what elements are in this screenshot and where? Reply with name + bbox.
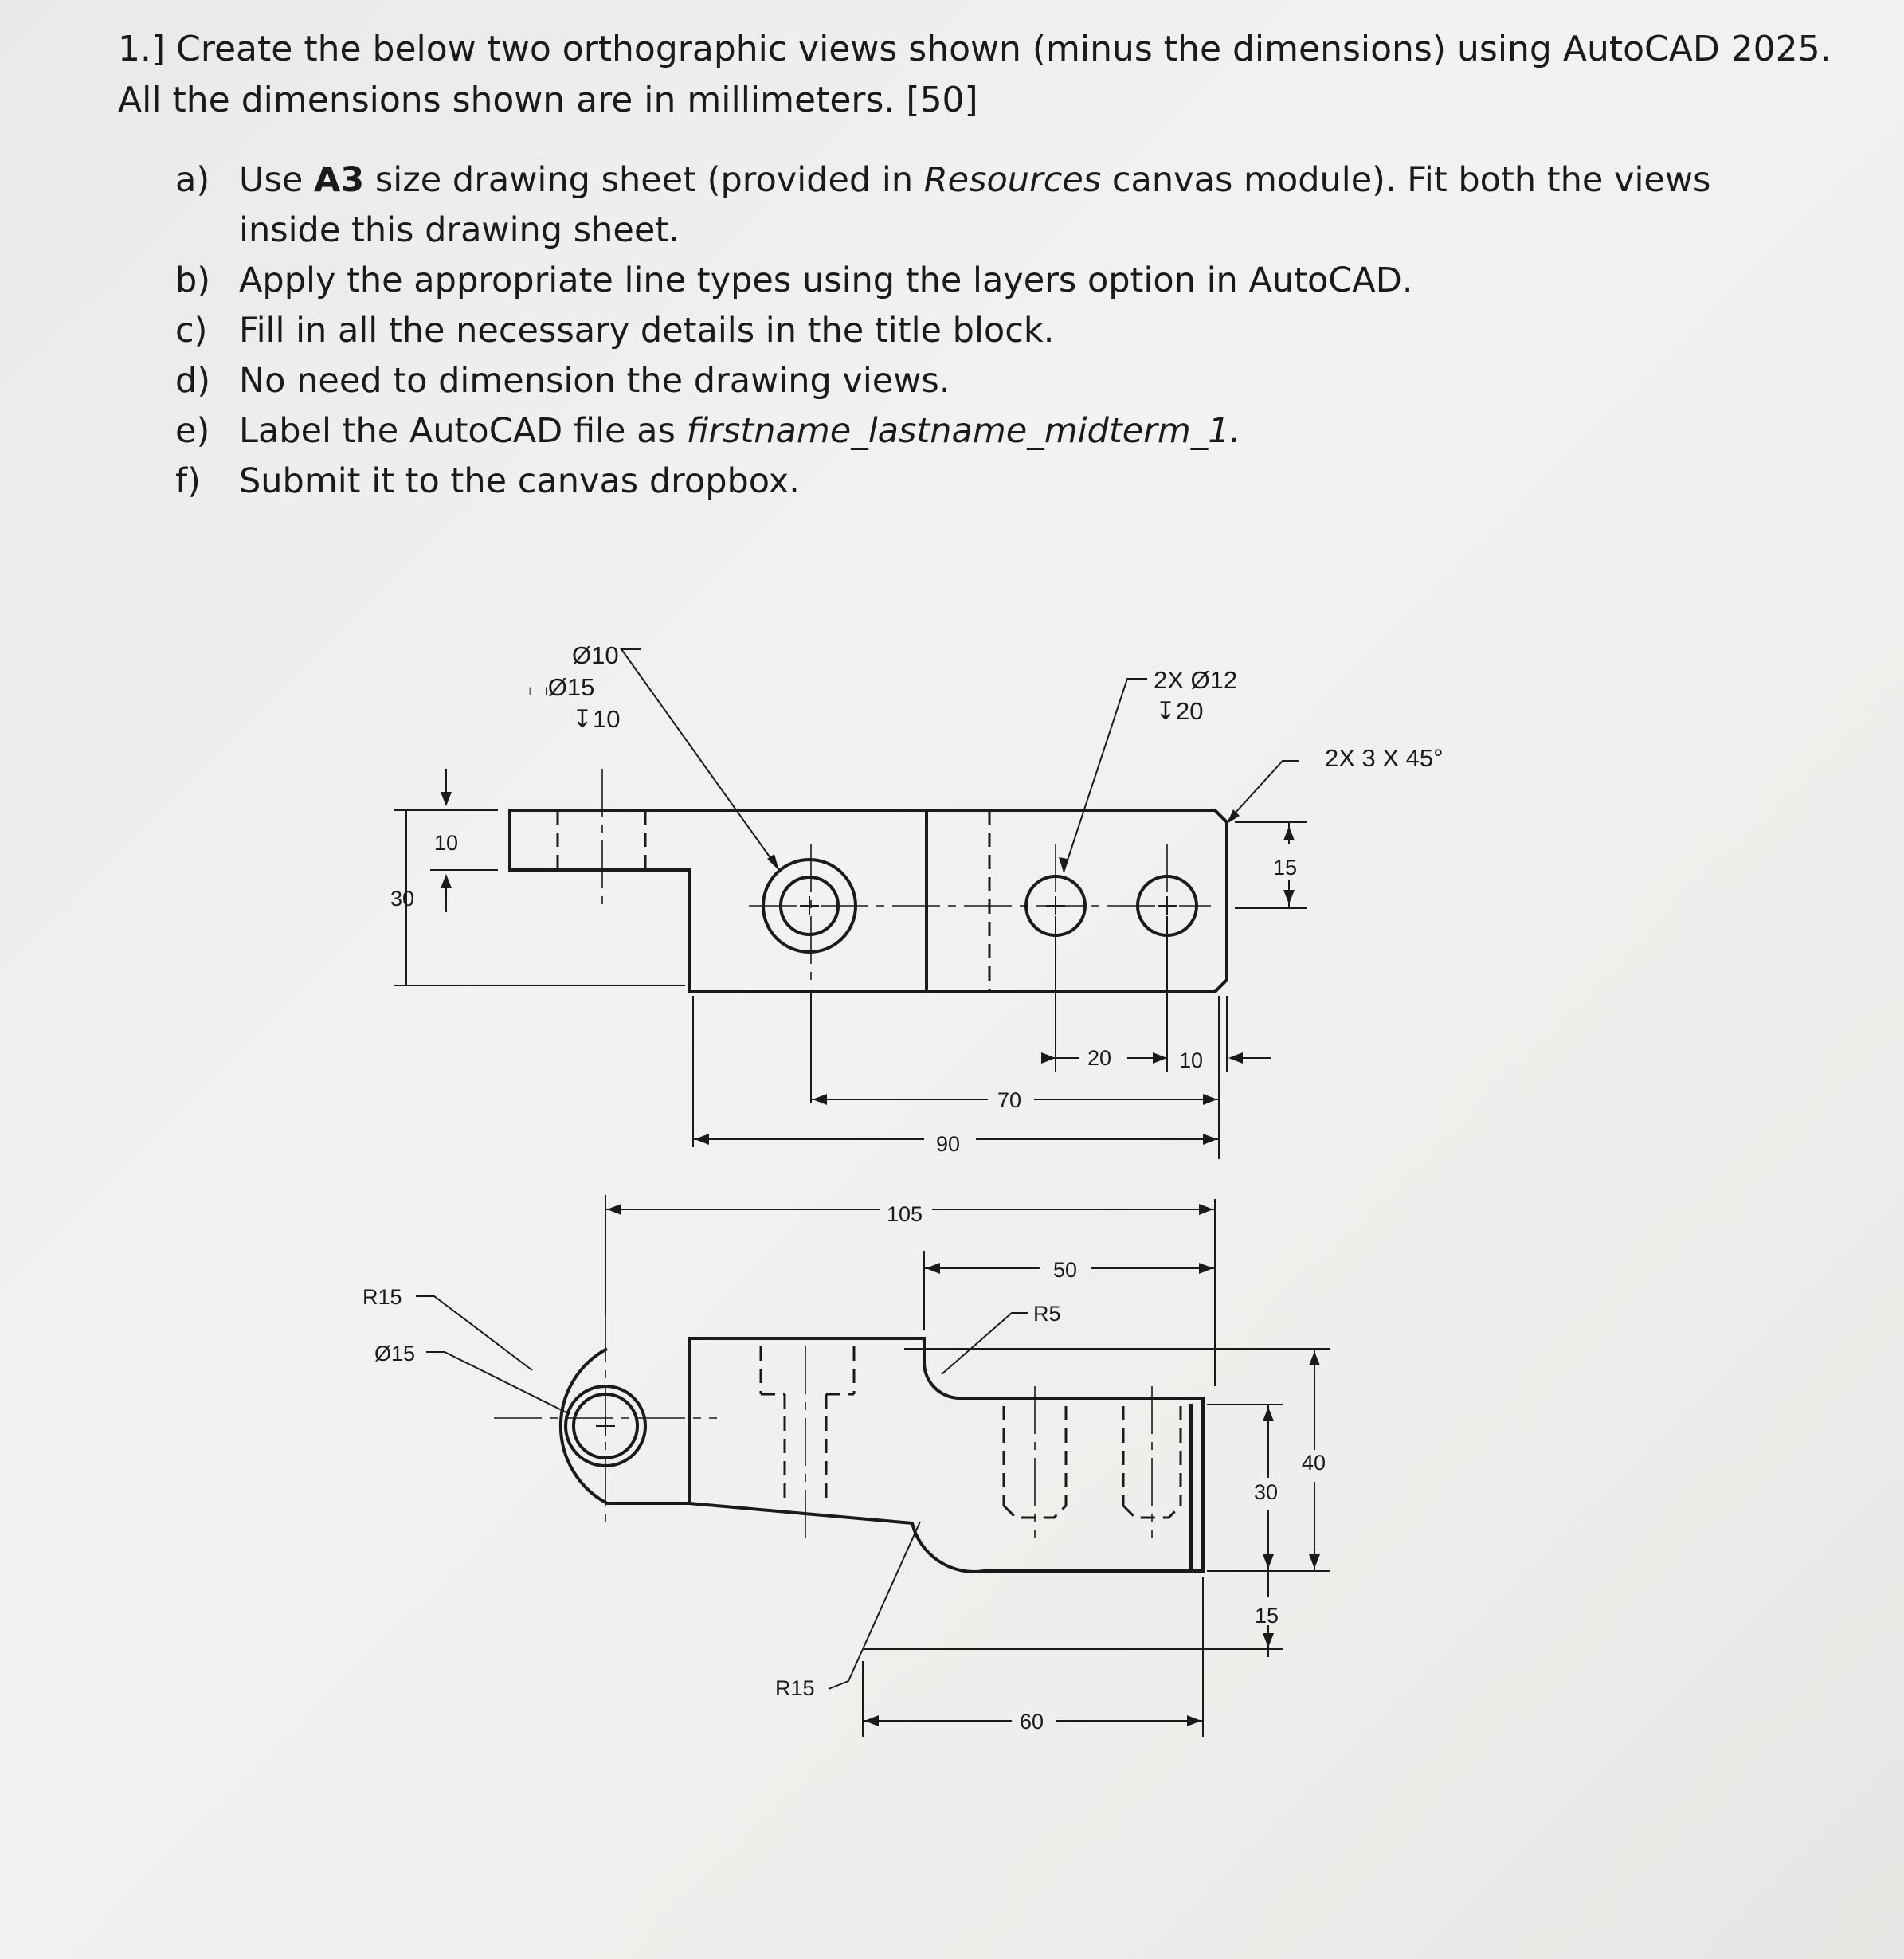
dim-90: 90 [936, 1132, 961, 1156]
item-text: size drawing sheet (provided in [364, 160, 924, 200]
item-text: canvas module). Fit both the views inside this drawing sheet. [239, 160, 1711, 250]
dim-cbore-depth: ↧10 [572, 705, 621, 733]
dim-two-hole-depth: ↧20 [1155, 697, 1204, 725]
item-text-italic: firstname_lastname_midterm_1. [686, 411, 1241, 451]
dim-70: 70 [997, 1088, 1022, 1112]
item-label: c) [175, 311, 208, 351]
item-text: No need to dimension the drawing views. [239, 361, 950, 401]
dim-cbore-dia: ⌴Ø15 [528, 673, 595, 701]
item-label: e) [175, 411, 210, 451]
top-view [510, 810, 1227, 992]
item-label: b) [175, 261, 211, 300]
dim-r15-bottom: R15 [775, 1676, 815, 1700]
dim-two-hole-dia: 2X Ø12 [1154, 666, 1238, 694]
top-view-hidden-lines [558, 810, 989, 992]
dim-60: 60 [1020, 1710, 1044, 1734]
dim-r5: R5 [1033, 1302, 1061, 1326]
item-label: a) [175, 160, 210, 200]
item-text-italic: Resources [923, 160, 1102, 200]
item-text: Apply the appropriate line types using the layers option in AutoCAD. [239, 261, 1413, 300]
dim-15-right: 15 [1273, 856, 1298, 880]
dim-30-left: 30 [390, 887, 415, 911]
dim-50: 50 [1053, 1258, 1078, 1282]
item-label: d) [175, 361, 211, 401]
question-line-1: 1.] Create the below two orthographic views shown (minus the dimensions) using AutoCAD 2025. [118, 29, 1832, 69]
dim-20: 20 [1087, 1046, 1112, 1070]
item-text: Fill in all the necessary details in the title block. [239, 311, 1055, 351]
item-text: Label the AutoCAD file as [239, 411, 687, 451]
dim-r15-top: R15 [362, 1285, 402, 1309]
front-view-dimension-lines [416, 1195, 1330, 1737]
dim-105: 105 [887, 1202, 923, 1226]
dim-40: 40 [1302, 1451, 1326, 1475]
arrowheads [441, 792, 1320, 1726]
item-text: Submit it to the canvas dropbox. [239, 461, 800, 501]
front-view [561, 1338, 1203, 1572]
dim-10-right: 10 [1179, 1048, 1204, 1072]
dim-30-front: 30 [1254, 1480, 1279, 1504]
dim-dia15: Ø15 [374, 1342, 416, 1365]
dim-10-left: 10 [434, 831, 459, 855]
dimension-labels [362, 641, 1444, 1734]
item-text-bold: A3 [314, 160, 365, 200]
front-view-hidden-lines [761, 1346, 1181, 1518]
dim-hole-dia: Ø10 [572, 641, 619, 669]
top-view-dimension-lines [394, 649, 1307, 1159]
dim-15-front: 15 [1255, 1604, 1279, 1628]
question-line-2: All the dimensions shown are in millimeters. [50] [118, 80, 978, 120]
dim-chamfer: 2X 3 X 45° [1325, 744, 1444, 772]
item-text: Use [239, 160, 314, 200]
item-label: f) [175, 461, 201, 501]
